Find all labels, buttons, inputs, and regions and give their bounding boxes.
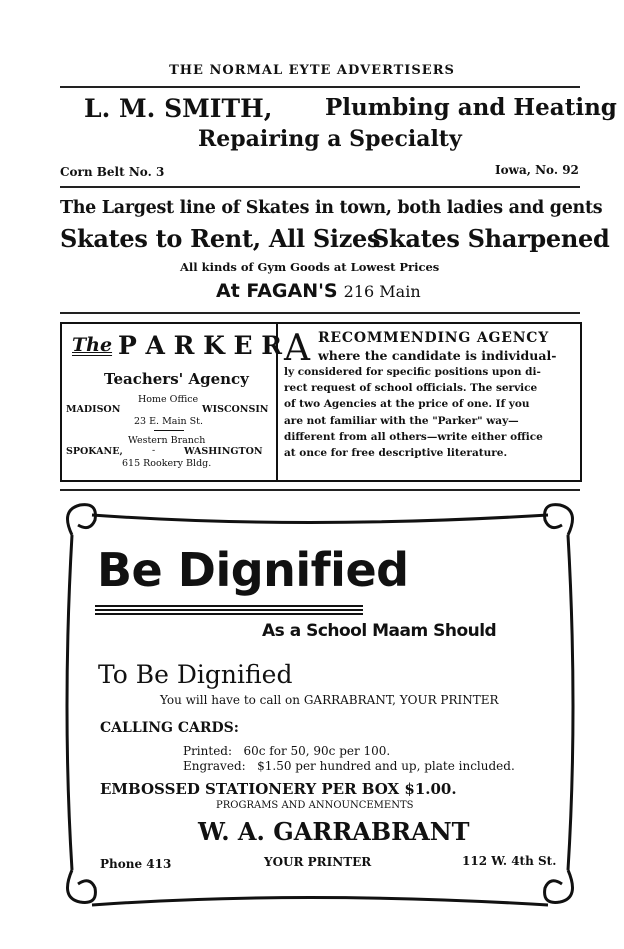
parker-line: at once for free descriptive literature. bbox=[284, 447, 508, 459]
smith-specialty: Repairing a Specialty bbox=[198, 126, 462, 152]
fagan-gym: All kinds of Gym Goods at Lowest Prices bbox=[180, 260, 440, 274]
parker-home-address: 23 E. Main St. bbox=[134, 416, 203, 427]
garrabrant-call: You will have to call on GARRABRANT, YOUR PRINTER bbox=[160, 693, 499, 707]
running-header: THE NORMAL EYTE ADVERTISERS bbox=[169, 63, 455, 78]
parker-line: rect request of school officials. The service bbox=[284, 382, 538, 394]
smith-phone-left: Corn Belt No. 3 bbox=[60, 165, 165, 179]
garrabrant-subtitle: As a School Maam Should bbox=[262, 621, 497, 641]
smith-phone-right: Iowa, No. 92 bbox=[495, 163, 579, 177]
parker-madison: MADISON bbox=[66, 404, 121, 415]
fagan-at: At FAGAN'S bbox=[216, 280, 338, 302]
garrabrant-address: 112 W. 4th St. bbox=[462, 854, 557, 868]
parker-headline: RECOMMENDING AGENCY bbox=[318, 330, 550, 346]
parker-agency: Teachers' Agency bbox=[104, 370, 249, 388]
fagan-line1: The Largest line of Skates in town, both ladies and gents bbox=[60, 198, 603, 218]
garrabrant-title: Be Dignified bbox=[97, 543, 409, 597]
garrabrant-programs: PROGRAMS AND ANNOUNCEMENTS bbox=[216, 800, 414, 811]
smith-trade: Plumbing and Heating bbox=[325, 94, 617, 121]
garrabrant-embossed: EMBOSSED STATIONERY PER BOX $1.00. bbox=[100, 780, 457, 798]
parker-dash: - bbox=[152, 445, 156, 456]
parker-the: The bbox=[72, 334, 113, 356]
garrabrant-heading: To Be Dignified bbox=[98, 660, 293, 689]
parker-wisconsin: WISCONSIN bbox=[202, 404, 269, 415]
parker-drop-cap: A bbox=[284, 328, 310, 369]
garrabrant-printed: Printed: 60c for 50, 90c per 100. bbox=[183, 744, 391, 758]
parker-line: of two Agencies at the price of one. If you bbox=[284, 398, 530, 410]
smith-name: L. M. SMITH, bbox=[84, 94, 273, 123]
garrabrant-name: W. A. GARRABRANT bbox=[198, 817, 470, 846]
garrabrant-phone: Phone 413 bbox=[100, 857, 172, 871]
parker-line: ly considered for specific positions upon di- bbox=[284, 366, 541, 378]
garrabrant-engraved: Engraved: $1.50 per hundred and up, plate included. bbox=[183, 759, 515, 773]
parker-western-address: 615 Rookery Bldg. bbox=[122, 458, 212, 469]
parker-line: where the candidate is individual- bbox=[318, 348, 557, 363]
fagan-rent: Skates to Rent, All Sizes bbox=[60, 224, 381, 253]
parker-name: P A R K E R bbox=[118, 331, 283, 360]
fagan-sharpened: Skates Sharpened bbox=[372, 224, 610, 253]
garrabrant-calling-cards: CALLING CARDS: bbox=[100, 720, 239, 736]
parker-line: different from all others—write either office bbox=[284, 431, 543, 443]
parker-line: are not familiar with the "Parker" way— bbox=[284, 415, 519, 427]
parker-home-office: Home Office bbox=[138, 394, 199, 405]
fagan-address: 216 Main bbox=[343, 282, 421, 301]
parker-washington: WASHINGTON bbox=[184, 446, 263, 457]
parker-western: Western Branch bbox=[128, 435, 206, 446]
garrabrant-your-printer: YOUR PRINTER bbox=[264, 855, 372, 869]
parker-spokane: SPOKANE, bbox=[66, 446, 123, 457]
